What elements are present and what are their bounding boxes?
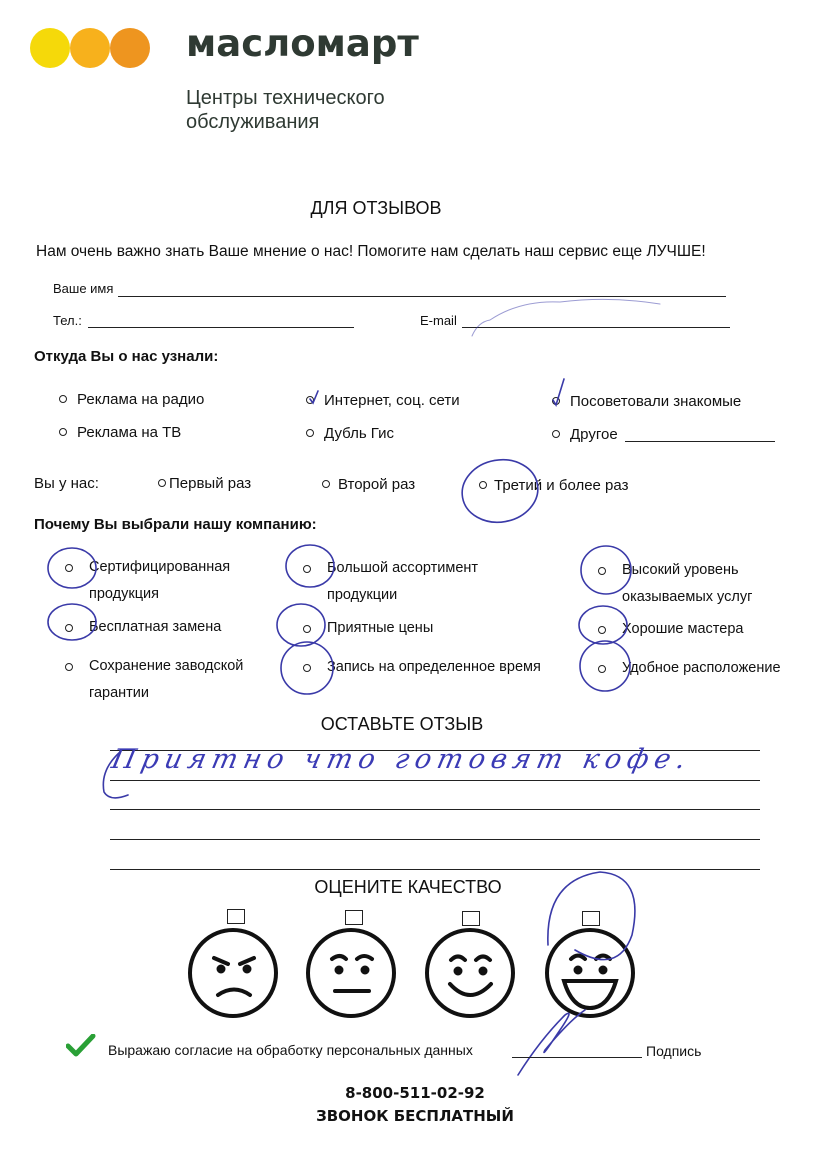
reason-option-location[interactable]: Удобное расположение [622, 655, 802, 682]
signature-label: Подпись [646, 1043, 702, 1059]
signature-scribble [518, 1010, 585, 1075]
quality-title: ОЦЕНИТЕ КАЧЕСТВО [314, 877, 502, 897]
source-option-tv[interactable]: Реклама на ТВ [59, 424, 181, 441]
email-scribble [472, 299, 660, 336]
signature-field[interactable] [512, 1057, 642, 1058]
visit-option-first[interactable]: Первый раз [158, 475, 251, 492]
review-title: ОСТАВЬТЕ ОТЗЫВ [320, 714, 484, 734]
reason-option-warranty[interactable]: Сохранение заводской гарантии [89, 653, 269, 707]
circle-assortment [286, 545, 334, 587]
circle-masters [579, 606, 627, 644]
consent-text: Выражаю согласие на обработку персональных данных [108, 1042, 473, 1058]
brand-subtitle: Центры технического обслуживания [186, 87, 385, 133]
reason-option-masters[interactable]: Хорошие мастера [622, 616, 802, 643]
source-option-friends[interactable]: Посоветовали знакомые [552, 393, 741, 410]
circle-location [580, 641, 630, 691]
hotline-note: ЗВОНОК БЕСПЛАТНЫЙ [316, 1107, 514, 1125]
source-option-2gis[interactable]: Дубль Гис [306, 425, 394, 442]
phone-label: Тел.: [53, 313, 82, 328]
brand-name: масломарт [186, 22, 419, 65]
check-icon[interactable] [66, 1034, 96, 1058]
circle-appointment [281, 642, 333, 694]
reason-option-certified[interactable]: Сертифицированная продукция [89, 554, 269, 608]
reasons-question: Почему Вы выбрали нашу компанию: [34, 516, 317, 533]
form-title: ДЛЯ ОТЗЫВОВ [310, 198, 442, 218]
source-option-internet[interactable]: Интернет, соц. сети [306, 392, 460, 409]
hotline-number: 8-800-511-02-92 [345, 1084, 485, 1102]
source-question: Откуда Вы о нас узнали: [34, 348, 219, 365]
check-mark-friends [553, 379, 564, 405]
reason-option-prices[interactable]: Приятные цены [327, 615, 507, 642]
review-handwritten: Приятно что готовят кофе. [108, 744, 695, 775]
circle-prices [277, 604, 325, 646]
reason-option-service-level[interactable]: Высокий уровень оказываемых услуг [622, 557, 782, 611]
reason-option-assortment[interactable]: Большой ассортимент продукции [327, 555, 507, 609]
circle-service-level [581, 546, 631, 594]
form-intro: Нам очень важно знать Ваше мнение о нас! Помогите нам сделать наш сервис еще ЛУЧШЕ! [36, 243, 706, 260]
reason-option-appointment[interactable]: Запись на определенное время [327, 654, 567, 681]
visit-option-second[interactable]: Второй раз [322, 476, 415, 493]
visits-question: Вы у нас: [34, 475, 99, 492]
check-mark-internet [310, 391, 318, 403]
circle-free-replacement [48, 604, 96, 640]
source-option-other[interactable]: Другое [552, 426, 618, 443]
email-label: E-mail [420, 313, 457, 328]
reason-option-free-replacement[interactable]: Бесплатная замена [89, 614, 269, 641]
name-label: Ваше имя [53, 281, 114, 296]
review-bracket [103, 752, 128, 798]
source-option-radio[interactable]: Реклама на радио [59, 391, 204, 408]
circle-best-rating [548, 872, 635, 960]
visit-option-third[interactable]: Третий и более раз [479, 477, 628, 494]
circle-third-visit [457, 454, 543, 528]
circle-certified [48, 548, 96, 588]
